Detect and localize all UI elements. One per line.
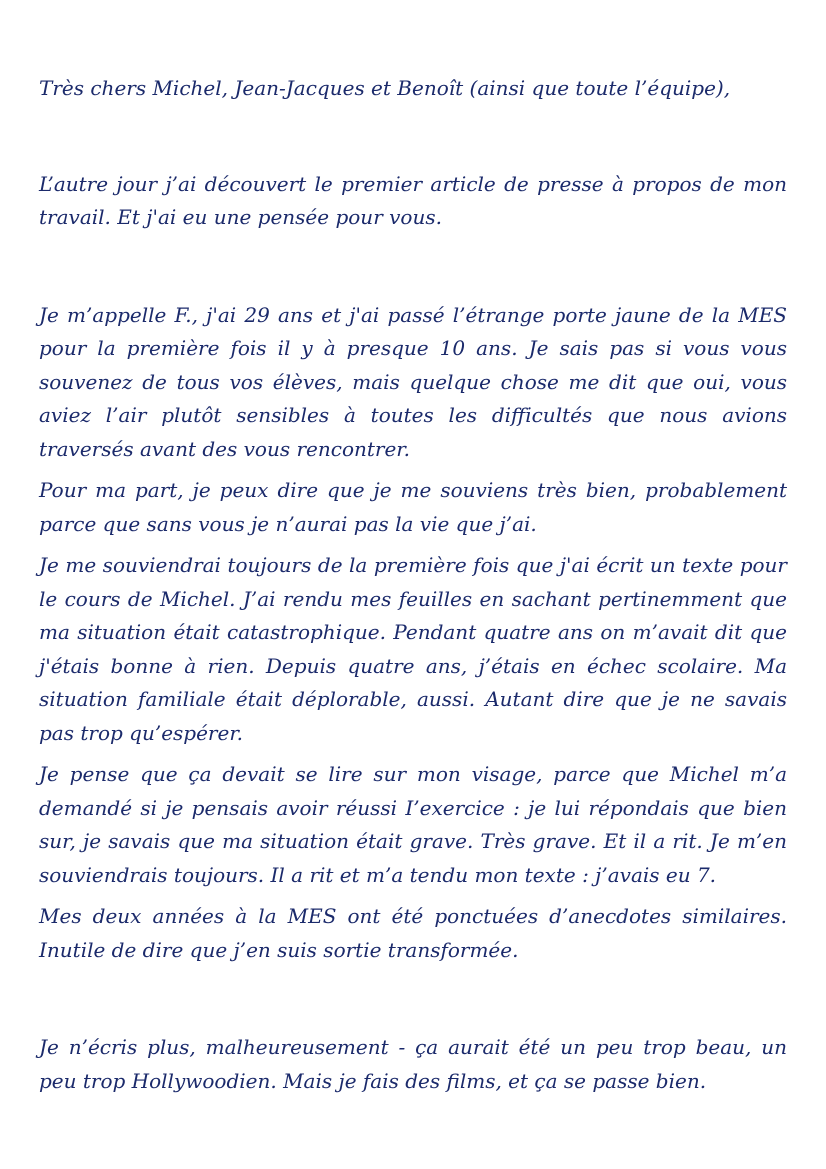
letter-page bbox=[39, 72, 787, 1098]
letter-paragraph-anecdotes: Mes deux années à la MES ont été ponctuées d’anecdotes similaires. Inutile de dire que j’en suis sortie transformée. bbox=[39, 904, 787, 962]
letter-paragraph-intro: L’autre jour j’ai découvert le premier article de presse à propos de mon travail. Et j'ai eu une pensée pour vous. bbox=[39, 171, 787, 229]
letter-paragraph-memory: Pour ma part, je peux dire que je me souviens très bien, probablement parce que sans vous je n’aurai pas la vie que j’ai. bbox=[39, 478, 787, 536]
letter-paragraph-michel-laugh: Je pense que ça devait se lire sur mon visage, parce que Michel m’a demandé si je pensais avoir réussi I’exercice : je lui répondais que bien sur, je savais que ma situation était grave. Très grave. Et il a rit. Je m’en souviendrais toujours. Il a rit et m’a tendu mon texte : j’avais eu 7. bbox=[39, 762, 787, 887]
letter-paragraph-first-text: Je me souviendrai toujours de la première fois que j'ai écrit un texte pour le cours de Michel. J’ai rendu mes feuilles en sachant pertinemment que ma situation était catastrophique. Pendant quatre ans on m’avait dit que j'étais bonne à rien. Depuis quatre ans, j’étais en échec scolaire. Ma situation familiale était déplorable, aussi. Autant dire que je ne savais pas trop qu’espérer. bbox=[39, 553, 787, 745]
letter-paragraph-closing: Je n’écris plus, malheureusement - ça aurait été un peu trop beau, un peu trop Hollywoodien. Mais je fais des films, et ça se passe bien. bbox=[39, 1035, 787, 1093]
letter-paragraph-introduction-self: Je m’appelle F., j'ai 29 ans et j'ai passé l’étrange porte jaune de la MES pour la première fois il y à presque 10 ans. Je sais pas si vous vous souvenez de tous vos élèves, mais quelque chose me dit que oui, vous aviez l’air plutôt sensibles à toutes les difficultés que nous avions traversés avant des vous rencontrer. bbox=[39, 302, 787, 461]
letter-salutation: Très chers Michel, Jean-Jacques et Benoît (ainsi que toute l’équipe), bbox=[39, 76, 731, 100]
